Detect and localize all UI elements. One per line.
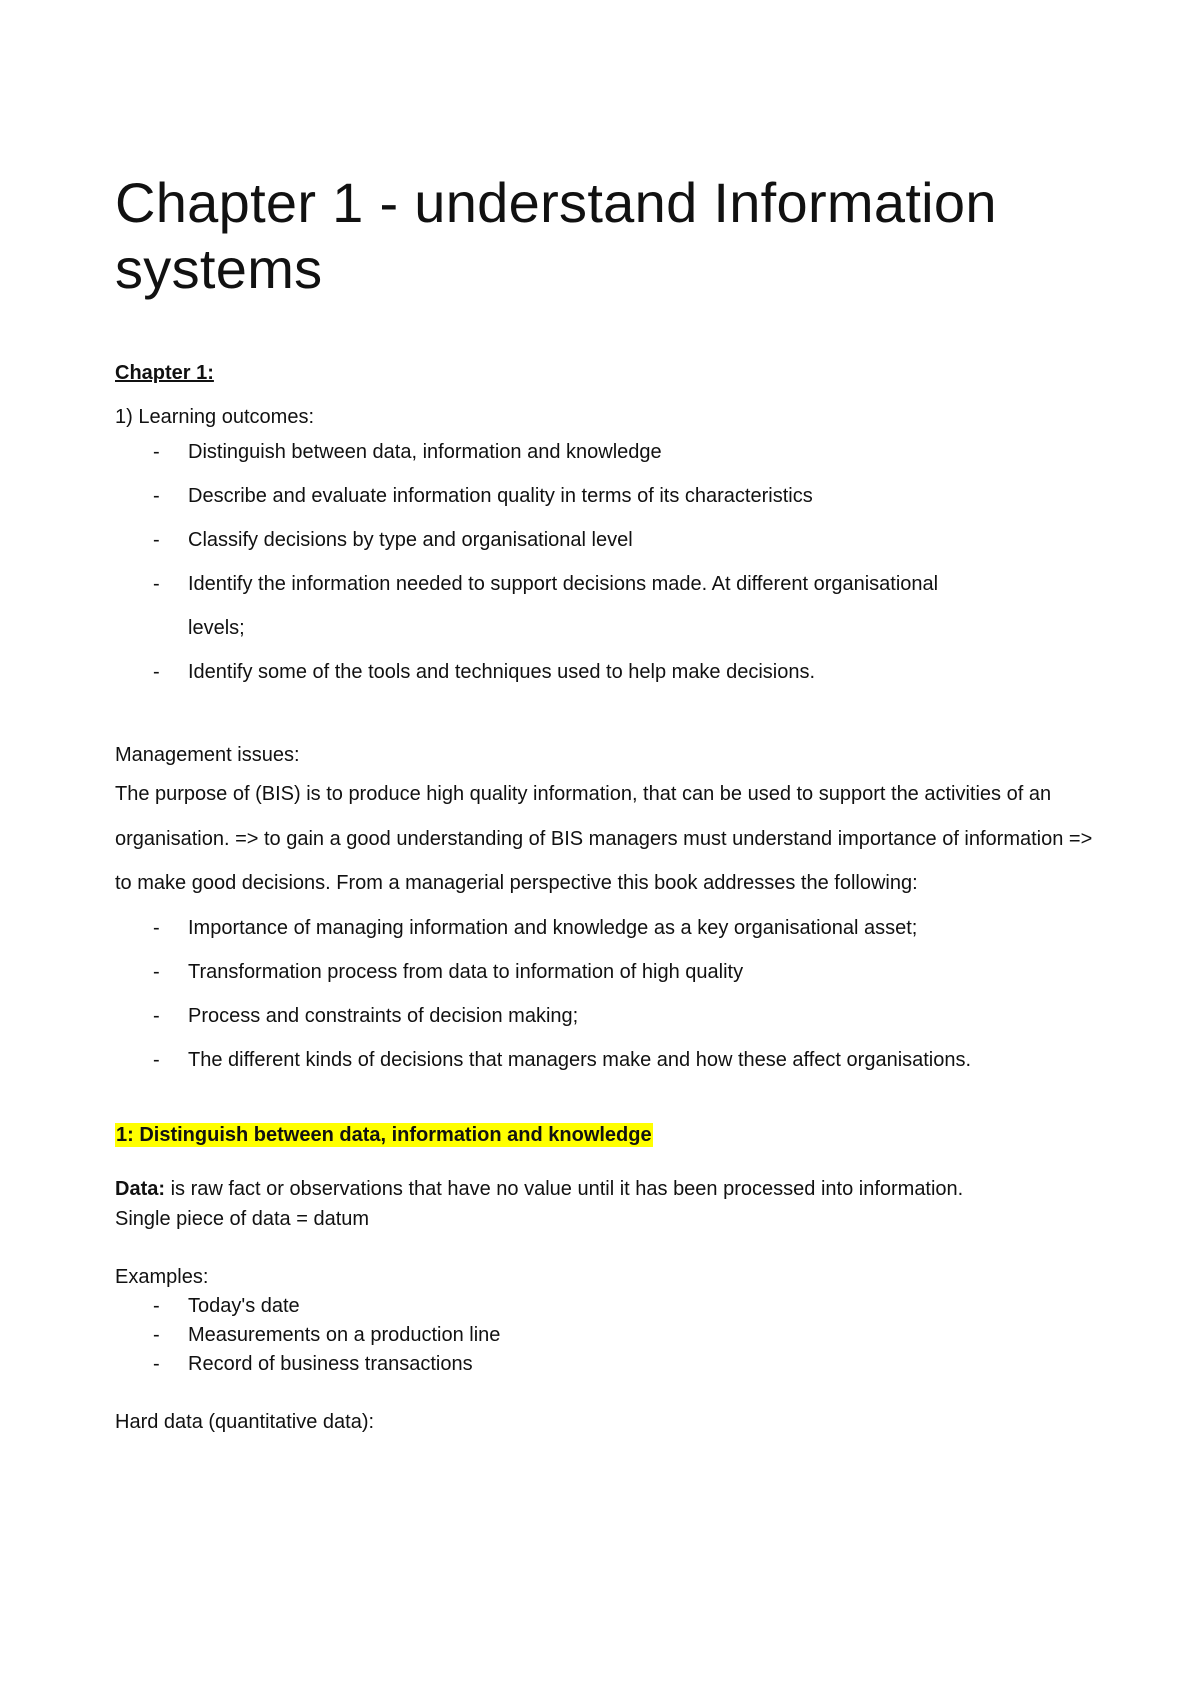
- list-item: [115, 1038, 1105, 1082]
- list-item: [115, 994, 1105, 1038]
- data-definition: [115, 1174, 1105, 1234]
- dash-bullet: -: [153, 1323, 160, 1346]
- management-issues-list: [115, 906, 1105, 1082]
- section-heading: [115, 1122, 1105, 1148]
- list-item-text: Process and constraints of decision making;: [188, 1004, 579, 1027]
- list-item-text: Transformation process from data to information of high quality: [188, 960, 744, 983]
- list-item: [115, 430, 1105, 474]
- list-item-text: Describe and evaluate information quality in terms of its characteristics: [188, 485, 813, 507]
- examples-list: [115, 1292, 1105, 1379]
- dash-bullet: -: [153, 916, 160, 939]
- dash-bullet: -: [153, 441, 160, 463]
- hard-data-title: Hard data (quantitative data):: [115, 1410, 375, 1433]
- data-definition-text: is raw fact or observations that have no value until it has been processed into information.: [165, 1177, 964, 1200]
- list-item-text: Record of business transactions: [188, 1352, 473, 1375]
- list-item: [115, 906, 1105, 950]
- document-content: [115, 170, 1105, 1437]
- examples-title: Examples:: [115, 1265, 209, 1288]
- list-item-text: Measurements on a production line: [188, 1323, 501, 1346]
- list-item-text: Distinguish between data, information and knowledge: [188, 441, 662, 463]
- list-item: [115, 950, 1105, 994]
- list-item-text: The different kinds of decisions that managers make and how these affect organisations.: [188, 1048, 972, 1071]
- dash-bullet: -: [153, 960, 160, 983]
- dash-bullet: -: [153, 1048, 160, 1071]
- list-item-text: Importance of managing information and knowledge as a key organisational asset;: [188, 916, 918, 939]
- dash-bullet: -: [153, 1352, 160, 1375]
- list-item-text: Identify some of the tools and techniques used to help make decisions.: [188, 661, 816, 683]
- dash-bullet: -: [153, 529, 160, 551]
- dash-bullet: -: [153, 1004, 160, 1027]
- list-item: [115, 650, 1105, 694]
- list-item-text: Identify the information needed to support decisions made. At different organisational levels;: [188, 573, 939, 639]
- list-item-text: Classify decisions by type and organisational level: [188, 529, 633, 551]
- dash-bullet: -: [153, 573, 160, 595]
- dash-bullet: -: [153, 661, 160, 683]
- list-item-text: Today's date: [188, 1294, 300, 1317]
- list-item: [115, 1292, 1105, 1321]
- document-title: Chapter 1 - understand Information systems: [115, 171, 997, 300]
- list-item: [115, 474, 1105, 518]
- datum-note: Single piece of data = datum: [115, 1207, 370, 1230]
- management-issues-title: Management issues:: [115, 744, 300, 766]
- data-term: Data:: [115, 1177, 166, 1200]
- management-issues-body: The purpose of (BIS) is to produce high quality information, that can be used to support the activities of an organisation. => to gain a good understanding of BIS managers must understand importance of information => to make good decisions. From a managerial perspective this book addresses the following:: [115, 783, 1093, 894]
- list-item: [115, 518, 1105, 562]
- list-item: [115, 562, 1105, 650]
- dash-bullet: -: [153, 1294, 160, 1317]
- learning-outcomes-list: [115, 430, 1105, 694]
- chapter-label: Chapter 1:: [115, 362, 214, 384]
- learning-outcomes-title: 1) Learning outcomes:: [115, 406, 315, 428]
- highlighted-heading-text: 1: Distinguish between data, information and knowledge: [116, 1123, 652, 1146]
- dash-bullet: -: [153, 485, 160, 507]
- list-item: [115, 1321, 1105, 1350]
- list-item: [115, 1350, 1105, 1379]
